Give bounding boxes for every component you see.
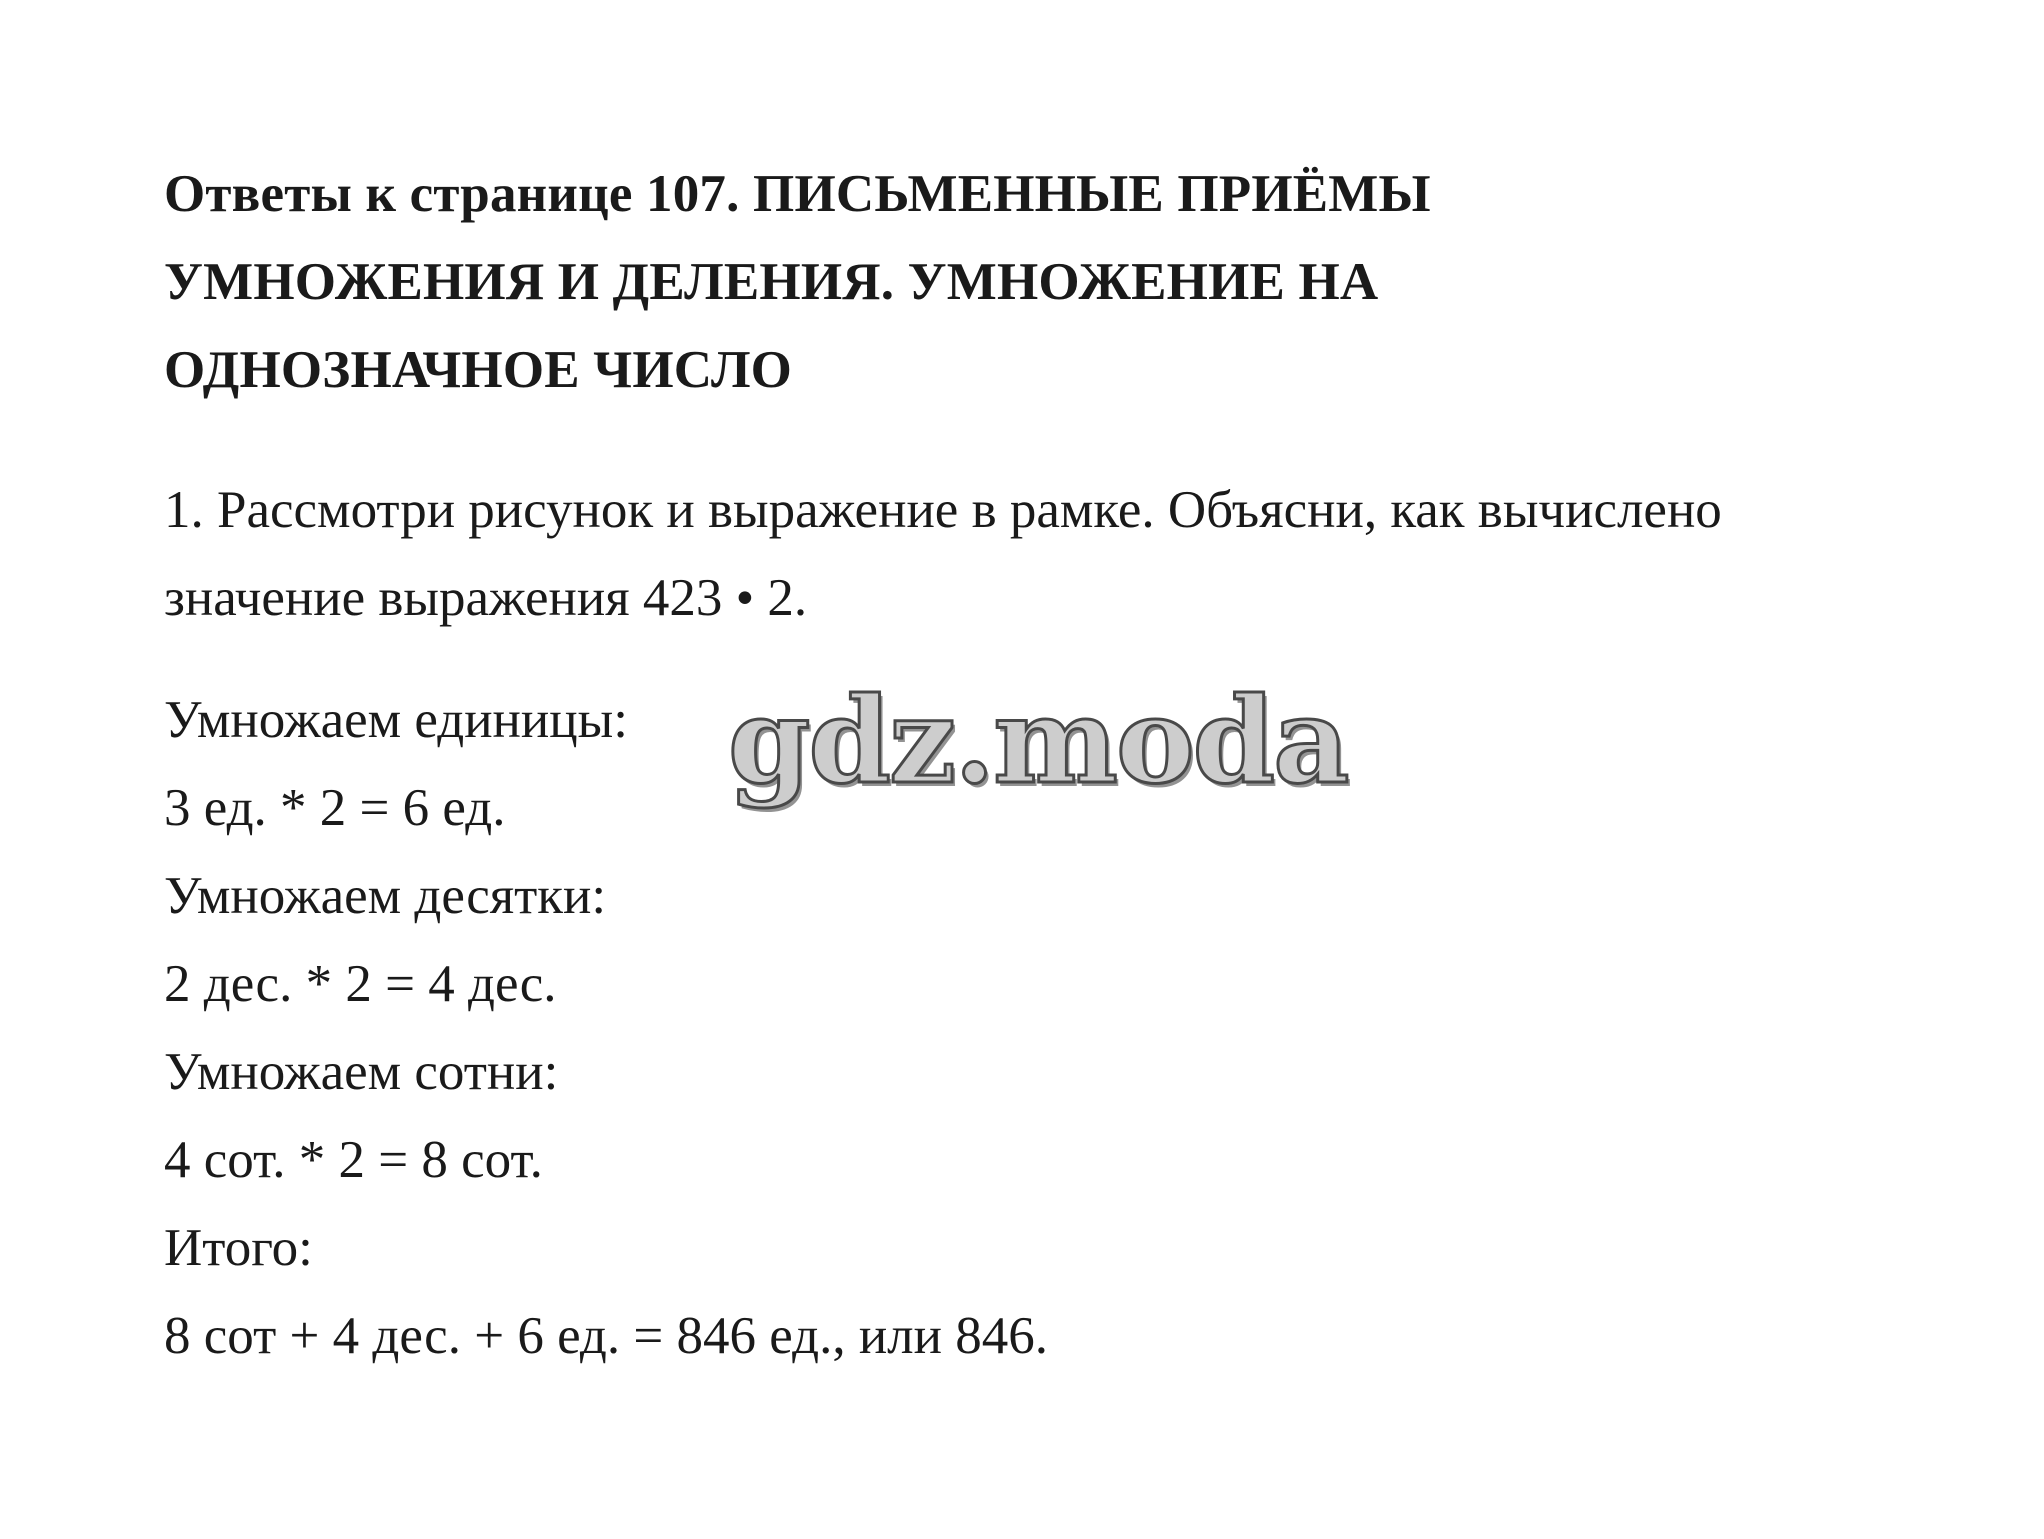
task-line: 1. Рассмотри рисунок и выражение в рамке. Объясни, как вычислено <box>164 481 1722 539</box>
task-line: значение выражения 423 • 2. <box>164 569 808 627</box>
solution-line: Умножаем единицы: <box>164 691 628 749</box>
title-line: Ответы к странице 107. ПИСЬМЕННЫЕ ПРИЁМЫ <box>164 165 1431 223</box>
watermark-logo: gdz.moda <box>728 671 1348 810</box>
solution-line: Умножаем сотни: <box>164 1043 559 1101</box>
solution-line: Умножаем десятки: <box>164 867 607 925</box>
title-line: УМНОЖЕНИЯ И ДЕЛЕНИЯ. УМНОЖЕНИЕ НА <box>164 253 1379 311</box>
solution-line: 2 дес. * 2 = 4 дес. <box>164 955 557 1013</box>
solution-line: Итого: <box>164 1219 313 1277</box>
solution-line: 4 сот. * 2 = 8 сот. <box>164 1131 543 1189</box>
solution-line: 8 сот + 4 дес. + 6 ед. = 846 ед., или 846. <box>164 1307 1048 1365</box>
page-title <box>164 150 1884 414</box>
solution-line: 3 ед. * 2 = 6 ед. <box>164 779 506 837</box>
title-line: ОДНОЗНАЧНОЕ ЧИСЛО <box>164 341 793 399</box>
task-statement <box>164 466 1984 642</box>
